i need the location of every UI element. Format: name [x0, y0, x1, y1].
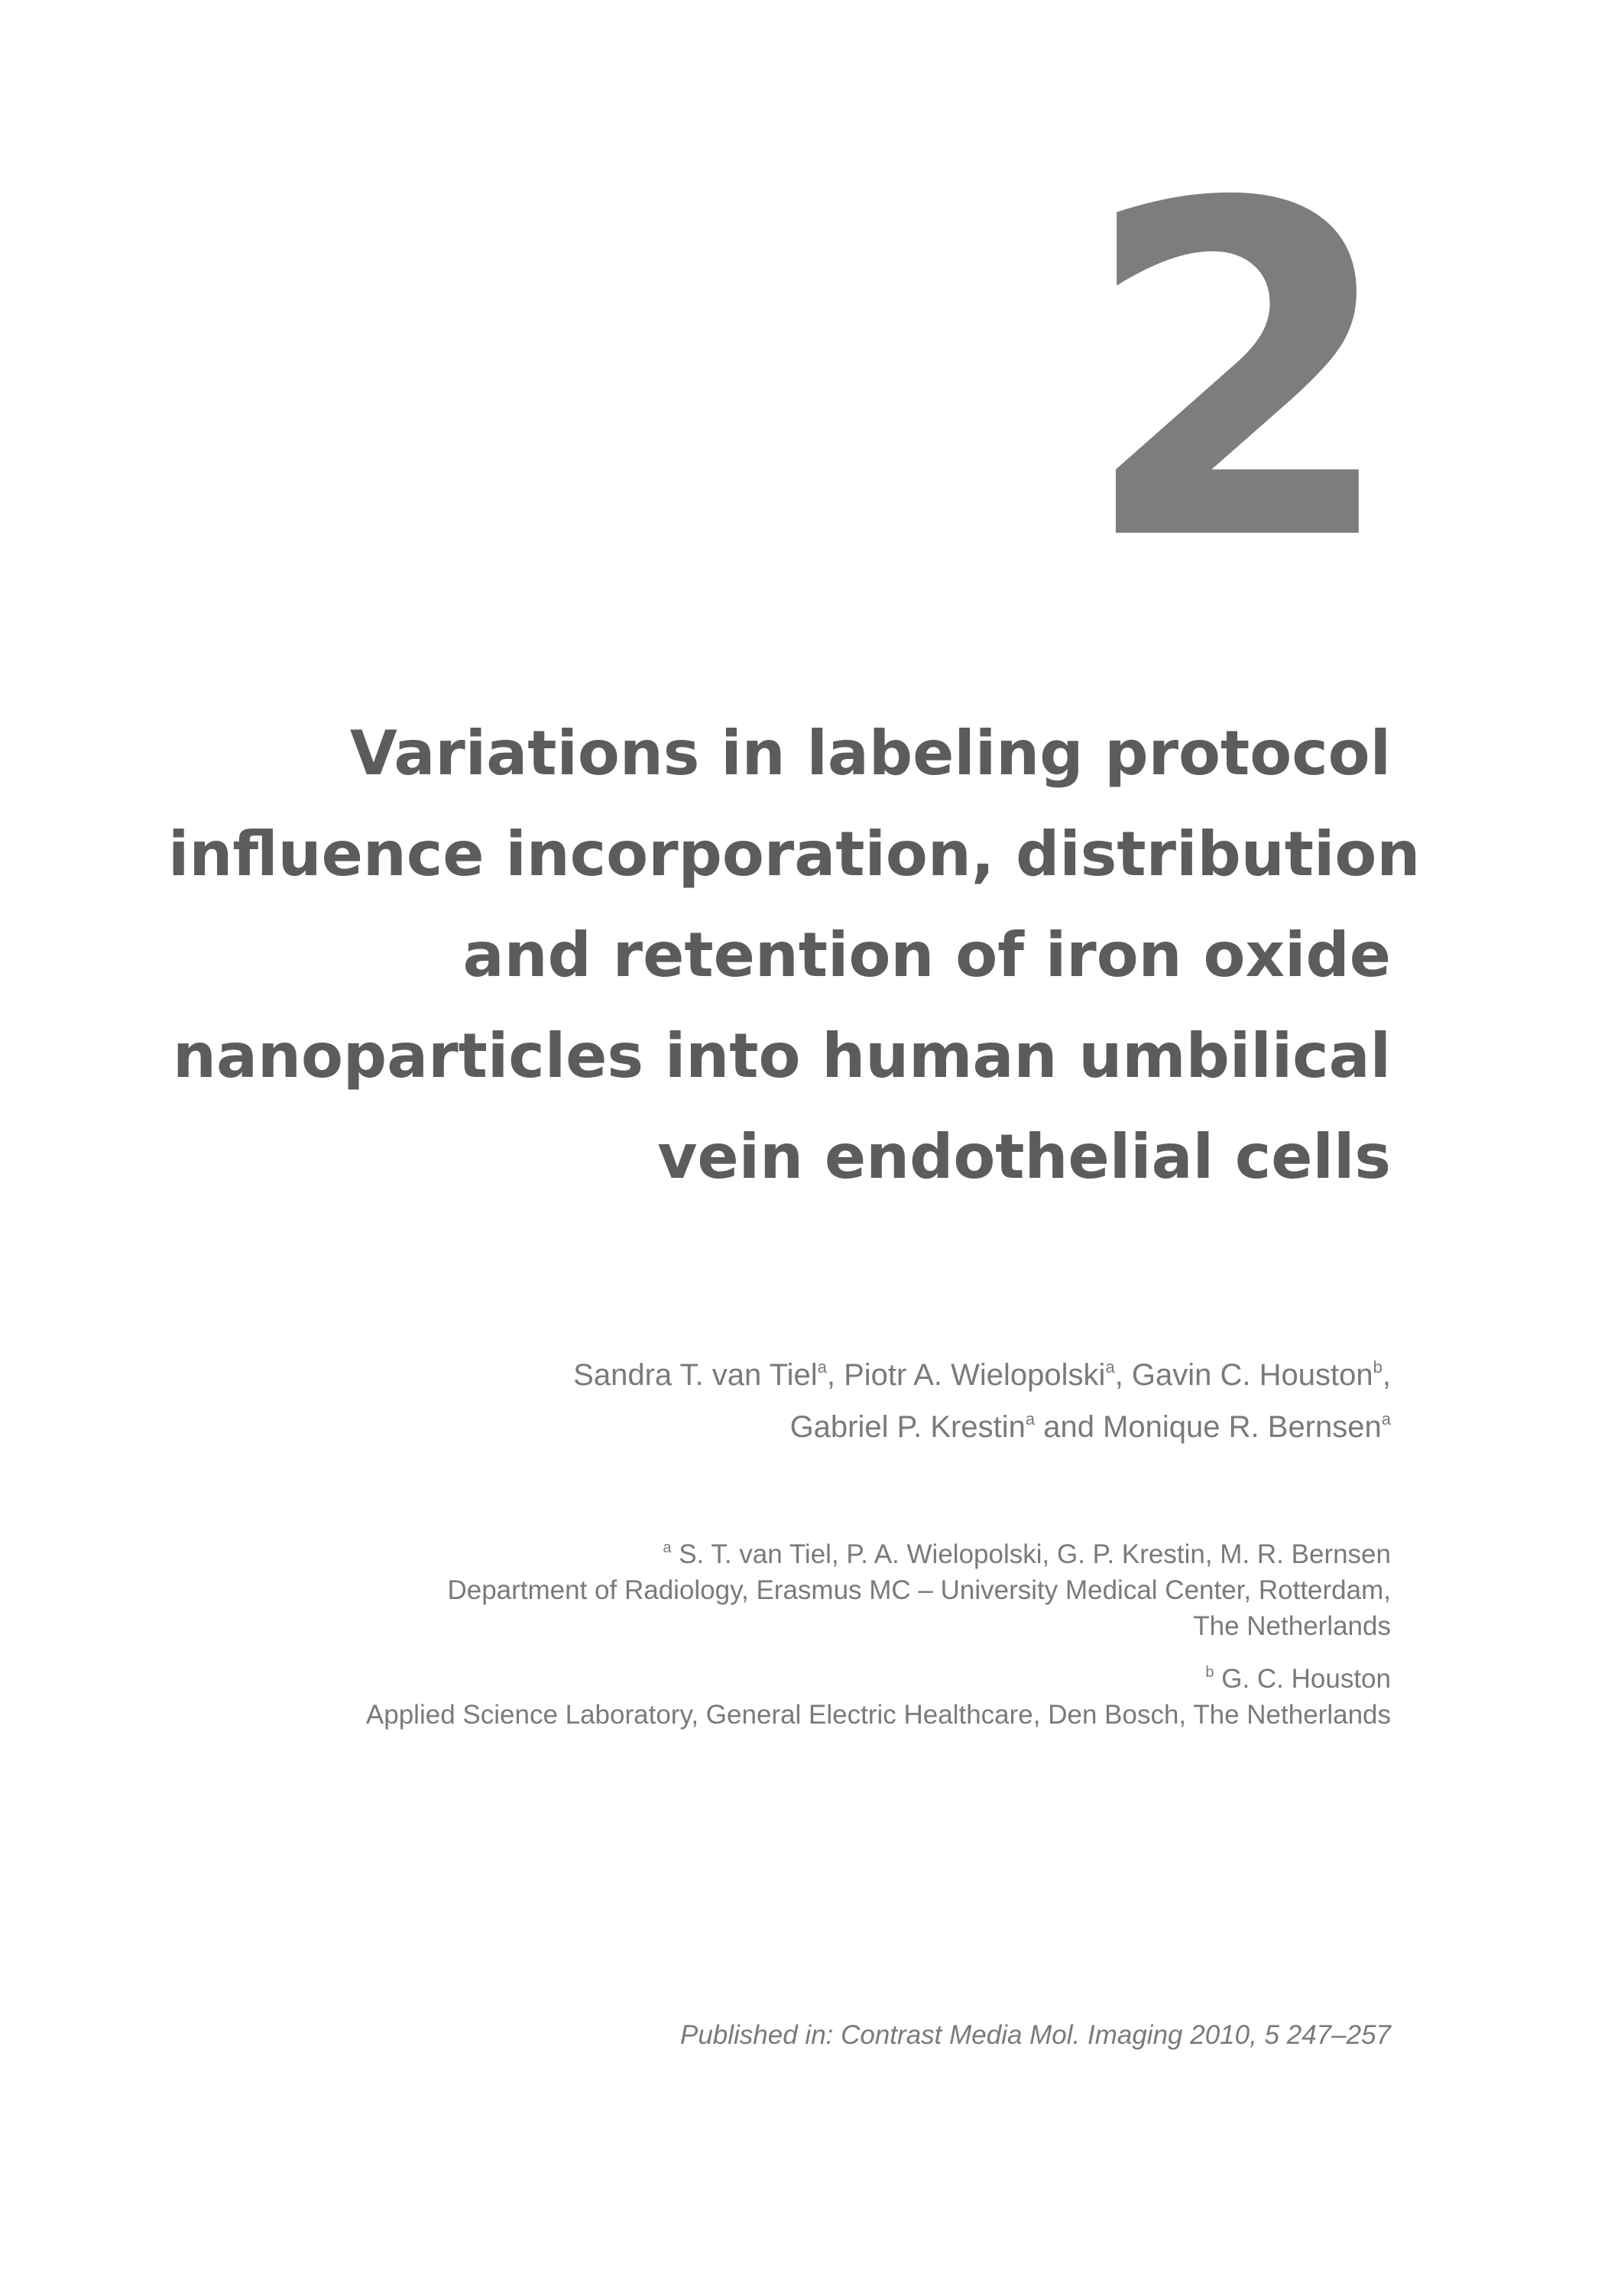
author-separator: ,: [1382, 1358, 1391, 1392]
author-name: Piotr A. Wielopolski: [844, 1358, 1106, 1392]
title-line: nanoparticles into human umbilical: [173, 1020, 1391, 1091]
author-name: Gabriel P. Krestin: [789, 1410, 1026, 1444]
author-name: Monique R. Bernsen: [1103, 1410, 1382, 1444]
chapter-number: 2: [1079, 107, 1391, 641]
affiliations: [92, 1536, 1391, 1750]
affiliation-marker: a: [1381, 1409, 1391, 1429]
author-list: [168, 1349, 1391, 1453]
title-line: vein endothelial cells: [657, 1121, 1391, 1192]
author-line-2: [168, 1401, 1391, 1453]
title-line: and retention of iron oxide: [462, 919, 1391, 991]
author-name: Sandra T. van Tiel: [573, 1358, 818, 1392]
affiliation-marker: b: [1205, 1664, 1214, 1681]
author-separator: and: [1035, 1410, 1104, 1444]
affiliation-line: [92, 1536, 1391, 1572]
title-line: influence incorporation, distribution: [168, 819, 1421, 890]
affiliation-line: The Netherlands: [1193, 1611, 1391, 1641]
title-line: Variations in labeling protocol: [349, 718, 1391, 789]
author-name: Gavin C. Houston: [1131, 1358, 1373, 1392]
affiliation-marker: a: [1105, 1357, 1115, 1377]
affiliation-line: Applied Science Laboratory, General Electric Healthcare, Den Bosch, The Netherlands: [365, 1700, 1391, 1730]
affiliation-members: S. T. van Tiel, P. A. Wielopolski, G. P. Krestin, M. R. Bernsen: [679, 1539, 1391, 1569]
author-separator: ,: [826, 1358, 844, 1392]
affiliation-b: [92, 1661, 1391, 1733]
author-separator: ,: [1114, 1358, 1132, 1392]
author-line-1: [168, 1349, 1391, 1401]
affiliation-marker: a: [1025, 1409, 1036, 1429]
affiliation-marker: b: [1373, 1357, 1383, 1377]
affiliation-line: Department of Radiology, Erasmus MC – University Medical Center, Rotterdam,: [447, 1575, 1391, 1605]
affiliation-marker: a: [663, 1539, 672, 1556]
chapter-title: [168, 703, 1421, 1208]
affiliation-line: [92, 1661, 1391, 1697]
publication-note: Published in: Contrast Media Mol. Imaging 2010, 5 247–257: [679, 2020, 1391, 2050]
affiliation-marker: a: [817, 1357, 827, 1377]
affiliation-a: [92, 1536, 1391, 1644]
affiliation-members: G. C. Houston: [1221, 1664, 1391, 1694]
